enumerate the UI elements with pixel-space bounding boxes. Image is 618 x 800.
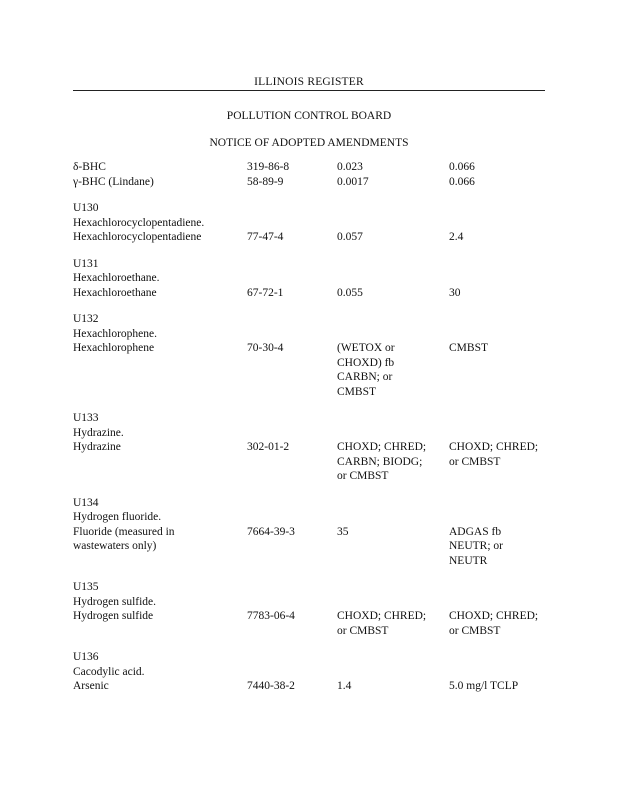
waste-group [73,257,553,301]
constituent-name: Cacodylic acid. [73,665,145,678]
table-row [73,175,553,190]
wastewater-standard [337,257,449,272]
cas-number [247,327,337,342]
table-row [73,327,553,342]
table-row [73,525,553,540]
nonwastewater-standard: NEUTR [449,554,488,567]
wastewater-standard [337,271,449,286]
constituent-name: Hydrazine. [73,426,124,439]
constituent-name: U130 [73,202,99,214]
waste-group [73,580,553,638]
nonwastewater-standard [449,201,553,216]
nonwastewater-standard [449,665,553,680]
table-row [73,554,553,569]
table-row [73,539,553,554]
wastewater-standard [337,650,449,665]
table-row [73,679,553,694]
nonwastewater-standard: CHOXD; CHRED; [449,610,539,622]
nonwastewater-standard [449,271,553,286]
waste-group [73,496,553,569]
wastewater-standard [337,201,449,216]
constituent-name: U136 [73,651,99,663]
wastewater-standard [337,580,449,595]
cas-number: 58-89-9 [247,175,284,188]
nonwastewater-standard [449,580,553,595]
waste-group [73,160,553,189]
constituent-name: Hexachlorophene. [73,327,157,340]
constituent-name: U132 [73,313,99,325]
cas-number [247,665,337,680]
cas-number: 319-86-8 [247,161,290,173]
constituent-name: Hexachlorocyclopentadiene [73,231,202,243]
table-row [73,609,553,624]
wastewater-standard: CHOXD; CHRED; [337,441,427,453]
constituent-name: wastewaters only) [73,540,157,552]
board-name: POLLUTION CONTROL BOARD [226,110,392,122]
constituent-name: Hexachloroethane [73,286,157,299]
constituent-name [73,385,247,400]
constituent-name: Fluoride (measured in [73,525,175,538]
wastewater-standard [337,665,449,680]
constituent-name: Hydrogen sulfide [73,610,154,622]
notice-title: NOTICE OF ADOPTED AMENDMENTS [209,137,409,149]
wastewater-standard [337,426,449,441]
cas-number [247,455,337,470]
table-row [73,455,553,470]
nonwastewater-standard: 30 [449,286,461,299]
wastewater-standard: (WETOX or [337,342,395,354]
cas-number [247,356,337,371]
cas-number [247,624,337,639]
table-row [73,440,553,455]
cas-number [247,385,337,400]
cas-number [247,257,337,272]
nonwastewater-standard [449,510,553,525]
constituent-name: Arsenic [73,680,109,692]
header-rule [73,90,545,91]
table-row [73,216,553,231]
wastewater-standard: 1.4 [337,680,352,692]
constituent-name: U133 [73,412,99,424]
nonwastewater-standard [449,426,553,441]
constituent-name: δ-BHC [73,161,106,173]
nonwastewater-standard [449,257,553,272]
nonwastewater-standard: ADGAS fb [449,525,502,538]
cas-number [247,426,337,441]
cas-number: 7664-39-3 [247,525,295,538]
nonwastewater-standard: CMBST [449,342,488,354]
waste-group [73,650,553,694]
nonwastewater-standard: or CMBST [449,455,501,468]
register-title: ILLINOIS REGISTER [254,76,364,88]
wastewater-standard [337,496,449,511]
cas-number [247,650,337,665]
constituent-name: U135 [73,581,99,593]
table-row [73,230,553,245]
nonwastewater-standard [449,216,553,231]
wastewater-standard [337,327,449,342]
constituent-name: Hexachlorocyclopentadiene. [73,216,205,229]
table-row [73,624,553,639]
table-row [73,257,553,272]
nonwastewater-standard [449,385,553,400]
nonwastewater-standard: or CMBST [449,624,501,637]
nonwastewater-standard [449,496,553,511]
table-row [73,201,553,216]
waste-group [73,201,553,245]
table-row [73,426,553,441]
waste-table [73,160,553,706]
cas-number: 7783-06-4 [247,610,295,622]
nonwastewater-standard: 5.0 mg/l TCLP [449,680,519,692]
wastewater-standard: or CMBST [337,470,389,482]
cas-number [247,539,337,554]
nonwastewater-standard [449,411,553,426]
cas-number [247,216,337,231]
nonwastewater-standard: 2.4 [449,231,464,243]
cas-number: 70-30-4 [247,342,284,354]
constituent-name: U131 [73,257,99,270]
wastewater-standard: CHOXD) fb [337,356,395,369]
cas-number [247,312,337,327]
table-row [73,312,553,327]
wastewater-standard: 0.057 [337,231,363,243]
nonwastewater-standard: 0.066 [449,175,475,188]
cas-number: 7440-38-2 [247,680,295,692]
wastewater-standard: 35 [337,525,349,538]
table-row [73,595,553,610]
waste-group [73,411,553,484]
wastewater-standard [337,595,449,610]
wastewater-standard [337,411,449,426]
wastewater-standard: CHOXD; CHRED; [337,610,427,622]
cas-number: 77-47-4 [247,231,284,243]
nonwastewater-standard [449,469,553,484]
constituent-name: Hexachlorophene [73,342,155,354]
table-row [73,650,553,665]
cas-number [247,370,337,385]
wastewater-standard: 0.023 [337,161,363,173]
constituent-name: Hydrogen fluoride. [73,511,162,523]
cas-number [247,271,337,286]
constituent-name: Hydrazine [73,441,121,453]
constituent-name [73,356,247,371]
wastewater-standard [337,554,449,569]
nonwastewater-standard [449,370,553,385]
wastewater-standard: CARBN; or [337,371,393,383]
table-row [73,271,553,286]
nonwastewater-standard [449,327,553,342]
wastewater-standard [337,539,449,554]
cas-number: 302-01-2 [247,441,290,453]
nonwastewater-standard: 0.066 [449,161,475,173]
cas-number [247,595,337,610]
cas-number: 67-72-1 [247,286,284,299]
nonwastewater-standard [449,650,553,665]
constituent-name [73,455,247,470]
wastewater-standard [337,216,449,231]
table-row [73,510,553,525]
cas-number [247,201,337,216]
wastewater-standard: 0.055 [337,286,363,299]
wastewater-standard: CMBST [337,385,376,398]
cas-number [247,554,337,569]
nonwastewater-standard [449,595,553,610]
constituent-name [73,624,247,639]
nonwastewater-standard: NEUTR; or [449,540,503,552]
constituent-name [73,469,247,484]
waste-group [73,312,553,399]
nonwastewater-standard: CHOXD; CHRED; [449,441,539,453]
cas-number [247,411,337,426]
nonwastewater-standard [449,312,553,327]
wastewater-standard [337,510,449,525]
wastewater-standard: or CMBST [337,624,389,637]
table-row [73,160,553,175]
constituent-name [73,370,247,385]
constituent-name: U134 [73,496,99,509]
constituent-name: γ-BHC (Lindane) [73,175,154,188]
constituent-name [73,554,247,569]
nonwastewater-standard [449,356,553,371]
cas-number [247,469,337,484]
table-row [73,370,553,385]
table-row [73,580,553,595]
cas-number [247,510,337,525]
table-row [73,411,553,426]
table-row [73,341,553,356]
table-row [73,469,553,484]
table-row [73,665,553,680]
table-row [73,286,553,301]
table-row [73,385,553,400]
table-row [73,356,553,371]
cas-number [247,580,337,595]
cas-number [247,496,337,511]
wastewater-standard: CARBN; BIODG; [337,455,423,468]
constituent-name: Hydrogen sulfide. [73,595,157,608]
constituent-name: Hexachloroethane. [73,272,160,284]
table-row [73,496,553,511]
wastewater-standard [337,312,449,327]
wastewater-standard: 0.0017 [337,175,369,188]
